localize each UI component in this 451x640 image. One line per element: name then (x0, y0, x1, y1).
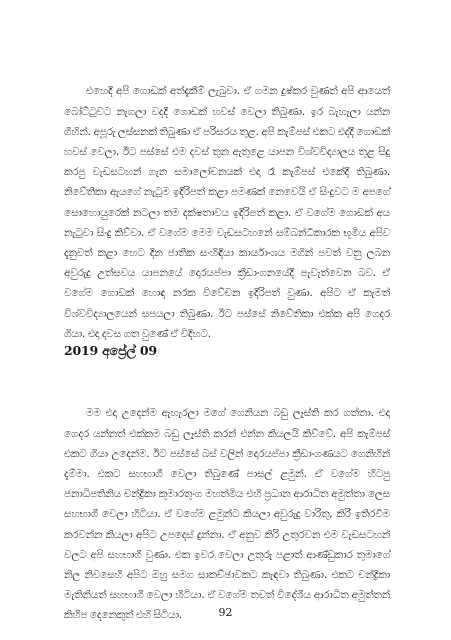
page-number: 92 (218, 606, 233, 619)
date-heading: 2019 අප්‍රේල් 09 (64, 343, 157, 358)
body-paragraph-2: මම එදා උදෙන්ම ඇහැරලා මගේ ගෙනියන බඩු ලෑස්ති කර ගත්තා. එදා ගෙදර යන්නත් එක්කම බඩු ලෑස්ති කරන් එන්න කියලයි කිව්වේ. අපි කැම්පස් එකට ගියා උදෙන්ම. ඊට පස්සේ බස් වලින් දොරයප්පා ක්‍රීඩාංගණයට ගෙනිහින් දැම්මා. එකට සහභාගී වෙලා තිබුණේ පාසල් ළමුන්. ඒ වගේම හිටපු ජනාධිපතිනිය චන්ද්‍රිකා කුමාරතුංග මහත්මිය එහි ප්‍රධාන ආරාධිත අමුත්තා ලෙස සහභාගී වෙලා හිටියා. ඒ වගේම ළමුන්ට කියලා අවුරුදු වාරිතු, කිරි ඉතිරවීම කරවන්න කියලා අපිට උපදෙස් දුන්නා. ඒ අනුව කිරි උතුරවන එම වැඩසටහන් වලට අපි සහභාගී වුණා. එක ඉවර වෙලා උතුරු පළාත් ආණ්ඩුකාර තුමාගේ නිල නිවසෙහි අපිට ඔහු සමග සාකච්ඡාවකට කැඳවා තිබුණා. එකට චන්ද්‍රිකා මැතිනියත් සහභාගී වෙලා හිටියා. ඒ වගේම තවත් විදේශීය ආරාධිත අමුත්තන් කිහිප දෙනෙකුත් එහි සිටියා. (64, 407, 390, 622)
body-paragraph-1: එහෙදී අපි ගොඩක් අත්දැකීම් ලැබුවා. ඒ ගමන දුෂ්කර වුණත් අපි ආයෙත් බෝට්ටුවට නැගලා වදදී ගොඩක් හවස් වෙලා තිබුණා. ඉර බැහැලා යන්න ගිහින්. අපූරු ලස්සනක් තිබුණා ඒ පරිසරය තුළ. අපි කැම්පස් එකට එද්දී ගොඩක් හවස් වෙලා. ඊට පස්සේ එම දවස් තුන ඇතුළෙ යාපන විශ්වවිද්‍යාලය තුළ සිදු කරපු වැඩසටහන් ගැන සමාලෝචනයක් එදා රෑ කැම්පස් එකේදී තිබුණා. නිවේතිකා ඇයගේ නැටුම ඉදිරිපත් කළා පමණක් නෙවෙයි ඒ සිංදුවට ම අපගේ සොහොයුරෙක් නටලා තම දක්ෂතාවය ඉදිරිපත් කළා. ඒ වගේම ගොඩක් අය නැටුවා සිංදු කිව්වා. ඒ වගේම මෙම වැඩසටහනේ සම්බන්ධීකාරක භූමිය අපිව දැනුවත් කළා හෙට දින ජාතික සංහිඳියා කාර්යාංශය මගින් පවත් වනු ලබන අවුරුදු උත්සවය යාපනයේ දොරයප්පා ක්‍රීඩාංගනයේදී පැවැත්වෙන බව. ඒ වගේම ගොඩක් හොඳ නරක විවේචන ඉදිරිපත් වුණා. අපිට ඒ කැමත් විශ්වවිද්‍යාලයෙන් සපයලා තිබුණා. ඊට පස්සේ නිවේතිකා එක්ක අපි ගෙදර ගියා. එදා දවස ගත වුණේ ඒ විදිහට. (64, 85, 390, 340)
